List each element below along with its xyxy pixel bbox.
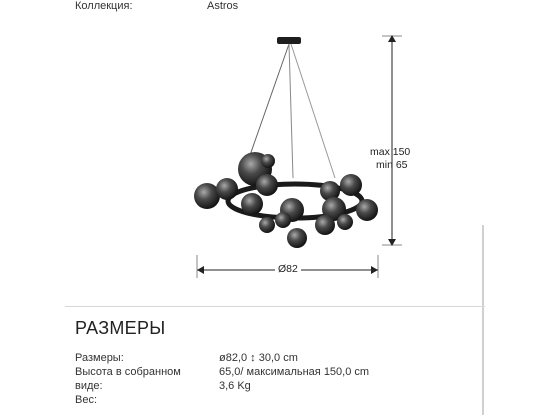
- collection-value: Astros: [207, 0, 239, 12]
- weight-label: Вес:: [75, 394, 98, 406]
- height-max-label: max 150: [370, 146, 411, 158]
- collection-label: Коллекция:: [75, 0, 133, 12]
- assembled-height-label-cont: виде:: [75, 380, 103, 392]
- dimensions-value: ø82,0 ↕ 30,0 cm: [219, 352, 298, 364]
- width-label: Ø82: [275, 263, 301, 276]
- dimensions-label: Размеры:: [75, 352, 124, 364]
- weight-value: 3,6 Kg: [219, 380, 251, 392]
- assembled-height-value: 65,0/ максимальная 150,0 cm: [219, 366, 370, 378]
- height-min-label: min 65: [376, 159, 408, 171]
- section-divider: [65, 306, 485, 307]
- section-title: РАЗМЕРЫ: [75, 318, 166, 338]
- assembled-height-label: Высота в собранном: [75, 366, 181, 378]
- right-edge-divider: [482, 225, 484, 415]
